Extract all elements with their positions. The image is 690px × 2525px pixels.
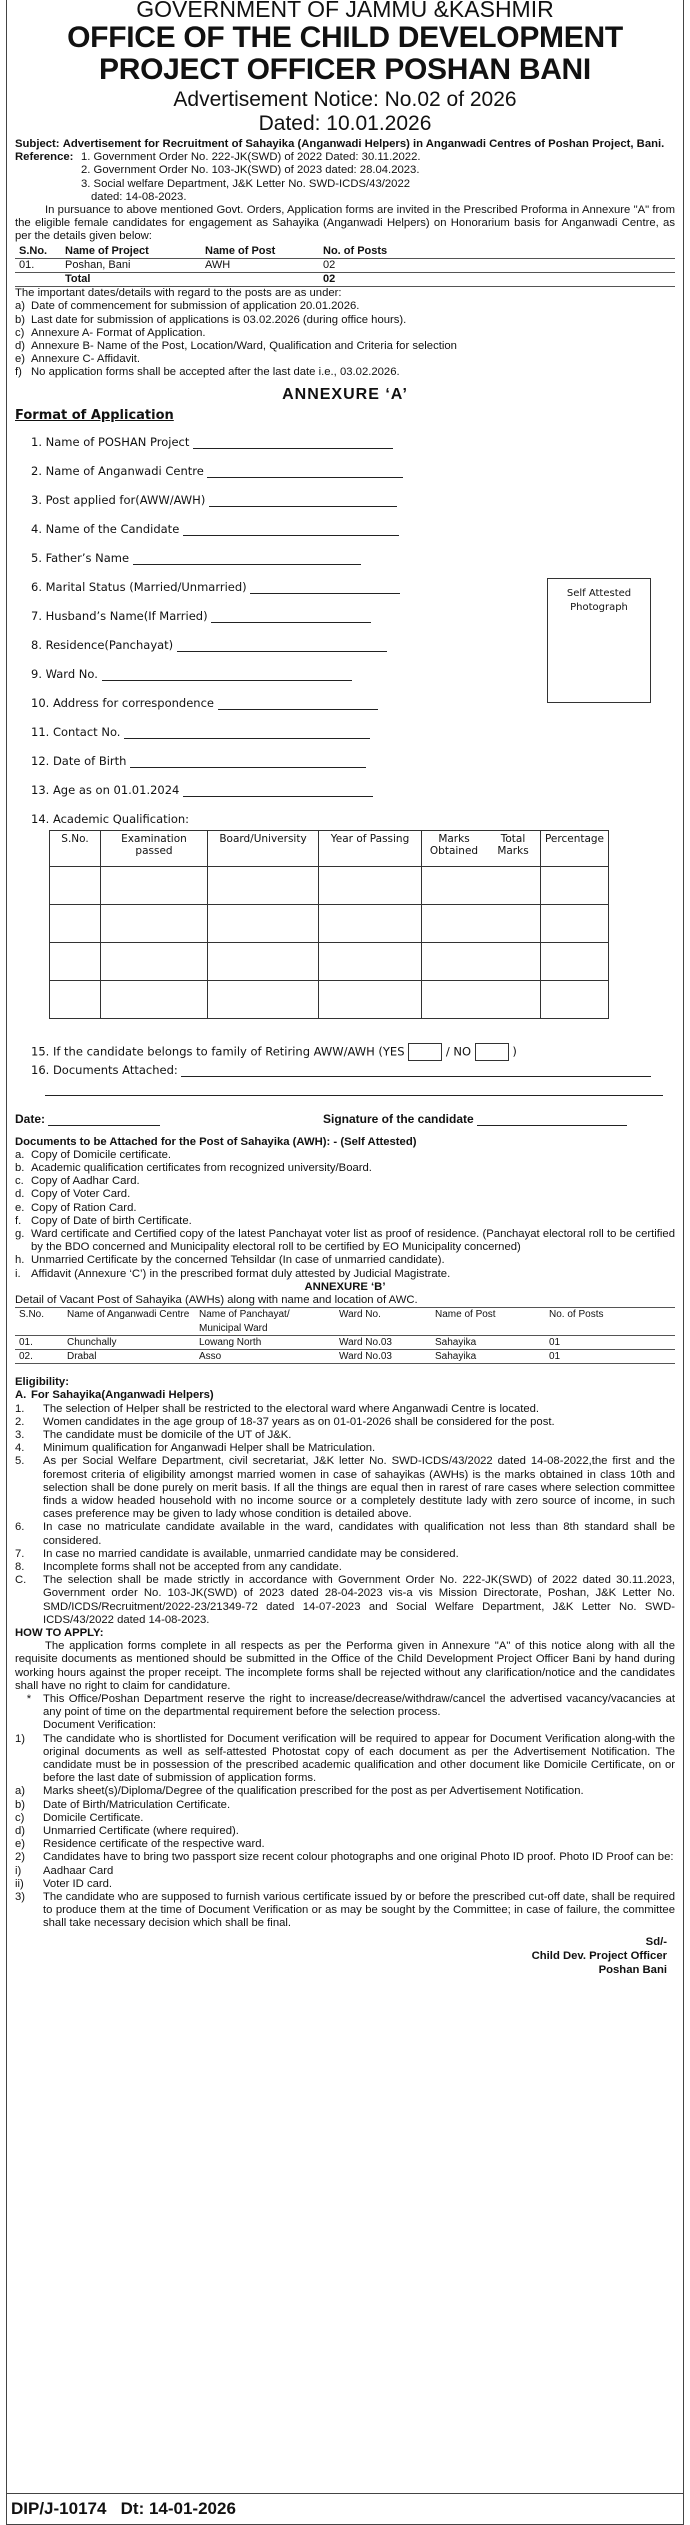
field-label: 12. Date of Birth: [31, 753, 127, 768]
form-field-post-applied[interactable]: [15, 493, 675, 522]
annexure-a-title: ANNEXURE ‘A’: [282, 385, 408, 403]
field-line[interactable]: [133, 552, 361, 565]
sign-title: Child Dev. Project Officer: [531, 1949, 667, 1962]
field-label: 16. Documents Attached:: [31, 1062, 178, 1077]
field-line[interactable]: [177, 639, 387, 652]
table-cell: Ward No.03: [339, 1350, 392, 1362]
list-text: Unmarried Certificate by the concerned Tehsildar (In case of unmarried candidate).: [31, 1254, 445, 1267]
table-cell: 01: [549, 1350, 561, 1362]
field-label: 13. Age as on 01.01.2024: [31, 782, 180, 797]
field-label: / NO: [445, 1044, 472, 1059]
col-header: No. of Posts: [323, 244, 388, 257]
col-header: Year of Passing: [319, 830, 422, 866]
list-item: [15, 1429, 675, 1442]
field-line[interactable]: [181, 1064, 651, 1077]
field-line[interactable]: [45, 1081, 663, 1096]
list-marker: 8.: [15, 1560, 25, 1573]
col-header: Name of Project: [65, 244, 149, 257]
list-marker: 1.: [15, 1402, 25, 1415]
col-header: S.No.: [50, 830, 101, 866]
total-value: 02: [323, 273, 336, 286]
list-text: Incomplete forms shall not be accepted from any candidate.: [43, 1560, 342, 1573]
vacant-posts-table: [15, 1307, 675, 1364]
list-text: Copy of Ration Card.: [31, 1201, 137, 1214]
sign-place: Poshan Bani: [598, 1963, 667, 1976]
signature-label: Signature of the candidate: [323, 1111, 474, 1126]
table-total-row: [15, 273, 675, 287]
references: [15, 151, 675, 204]
col-header: Name of Post: [205, 244, 276, 257]
table-row: [15, 1349, 675, 1363]
table-row[interactable]: [50, 904, 609, 942]
list-item: [15, 1455, 675, 1521]
list-marker: 1): [15, 1732, 26, 1745]
list-item: [15, 1851, 675, 1864]
docs-list: [15, 1149, 675, 1281]
annexure-b-subtitle: Detail of Vacant Post of Sahayika (AWHs) along with name and location of AWC.: [15, 1294, 418, 1307]
col-header: Ward No.: [339, 1309, 381, 1321]
reference-item: 1. Government Order No. 222-JK(SWD) of 2022 Dated: 30.11.2022.: [81, 151, 421, 164]
signature-block: [15, 1935, 675, 1977]
list-item: [15, 1268, 675, 1281]
form-field-academic: [15, 812, 675, 830]
list-marker: C.: [15, 1574, 27, 1587]
list-text: Academic qualification certificates from recognized university/Board.: [31, 1162, 372, 1175]
govt-title: GOVERNMENT OF JAMMU &KASHMIR: [136, 0, 554, 22]
list-marker: d.: [15, 1188, 25, 1201]
list-item: [15, 340, 675, 353]
office-title-line1: OFFICE OF THE CHILD DEVELOPMENT: [67, 21, 623, 54]
list-item: [15, 1561, 675, 1574]
list-text: Annexure B- Name of the Post, Location/Ward, Qualification and Criteria for selection: [31, 340, 457, 353]
list-item: [15, 1521, 675, 1547]
list-text: Date of Birth/Matriculation Certificate.: [43, 1798, 231, 1811]
list-marker: 4.: [15, 1442, 25, 1455]
dates-intro: The important dates/details with regard to the posts are as under:: [15, 287, 342, 300]
list-item: [15, 1442, 675, 1455]
footer-date: Dt: 14-01-2026: [120, 2499, 236, 2518]
list-marker: ii): [15, 1877, 24, 1890]
table-cell: Lowang North: [199, 1336, 262, 1348]
docver-list: [15, 1785, 675, 1851]
field-label: 11. Contact No.: [31, 724, 121, 739]
field-label: 4. Name of the Candidate: [31, 521, 180, 536]
field-line[interactable]: [211, 610, 371, 623]
dates-list: [15, 300, 675, 379]
field-line[interactable]: [183, 523, 399, 536]
col-header: Board/University: [208, 830, 319, 866]
advertisement-notice: [6, 0, 684, 2525]
table-header-row: [15, 245, 675, 259]
list-marker: a): [15, 1785, 26, 1798]
list-text: Copy of Date of birth Certificate.: [31, 1214, 192, 1227]
list-item: [15, 1175, 675, 1188]
docs-title: Documents to be Attached for the Post of Sahayika (AWH): - (Self Attested): [15, 1135, 417, 1148]
col-header: Marks Obtained: [422, 830, 487, 866]
list-item: [15, 1812, 675, 1825]
list-marker: b): [15, 313, 26, 326]
list-marker: A.: [15, 1389, 27, 1402]
list-text: No application forms shall be accepted after the last date i.e., 03.02.2026.: [31, 366, 400, 379]
posts-table: [15, 245, 675, 288]
list-marker: d): [15, 340, 26, 353]
list-marker: c.: [15, 1175, 24, 1188]
list-text: As per Social Welfare Department, civil secretariat, J&K letter No. SWD-ICDS/43/2022 dated 14-08-2022,the first and the foremost criteria of eligibility amongst married women in case of sahayikas (AWHs) is the marks obtained in class 10th and selection shall be done purely on merit basis. If all the things are equal then in rarest of rare cases where selection committee finds a widow headed household with no income source or a completely destitute lady with zero source of income, in such cases preference may be given to lady whose condition is detailed above.: [43, 1455, 675, 1521]
form-field-age[interactable]: [15, 783, 675, 812]
table-cell: 01.: [19, 1336, 33, 1348]
table-row[interactable]: [50, 866, 609, 904]
table-row[interactable]: [50, 980, 609, 1018]
list-item: [15, 1574, 675, 1627]
list-text: Copy of Domicile certificate.: [31, 1148, 172, 1161]
form-field-anganwadi-centre[interactable]: [15, 464, 675, 493]
list-item: [15, 1799, 675, 1812]
photo-box[interactable]: [547, 578, 651, 703]
list-text: The candidate who are supposed to furnish various certificate issued by or before the prescribed cut-off date, shall be required to produce them at the time of Document Verification or as may be sought by the Committee; in case of failure, the committee shall take necessary decision which shall be final.: [43, 1891, 675, 1930]
col-header: Name of Panchayat/ Municipal Ward: [199, 1309, 290, 1334]
field-line[interactable]: [102, 668, 352, 681]
table-cell: 02: [323, 258, 336, 271]
table-cell: Chunchally: [67, 1336, 117, 1348]
list-item: [15, 1215, 675, 1228]
form-field-project[interactable]: [15, 435, 675, 464]
col-header: Name of Anganwadi Centre: [67, 1309, 190, 1321]
col-header: S.No.: [19, 1309, 45, 1321]
subject-text: Advertisement for Recruitment of Sahayika (Anganwadi Helpers) in Anganwadi Centres of Poshan Project, Bani.: [62, 138, 665, 150]
col-header: Percentage: [541, 830, 609, 866]
how-to-apply-title: HOW TO APPLY:: [15, 1626, 104, 1639]
table-cell: 01.: [19, 258, 35, 271]
table-cell: [15, 273, 61, 287]
reference-label: Reference:: [15, 151, 74, 164]
form-field-documents[interactable]: [15, 1063, 675, 1081]
form-field-retiring: [15, 1043, 675, 1063]
list-marker: i.: [15, 1267, 21, 1280]
list-text: Marks sheet(s)/Diploma/Degree of the qualification prescribed for the post as per Advertisement Notification.: [43, 1785, 584, 1798]
col-header: No. of Posts: [549, 1309, 604, 1321]
list-marker: c): [15, 326, 25, 339]
list-item: [15, 1254, 675, 1267]
eligibility-title: Eligibility:: [15, 1376, 69, 1389]
list-item: [15, 1416, 675, 1429]
field-label: 9. Ward No.: [31, 666, 98, 681]
list-text: Ward certificate and Certified copy of the latest Panchayat voter list as proof of residence. (Panchayat electoral roll to be certified by the BDO concerned and Municipality electoral roll to be certified by EO Municipality concerned): [31, 1228, 675, 1254]
list-text: The candidate must be domicile of the UT of J&K.: [43, 1428, 292, 1441]
list-marker: e): [15, 1838, 26, 1851]
field-label: ): [512, 1044, 517, 1059]
list-item: [15, 1693, 675, 1719]
list-text: Residence certificate of the respective ward.: [43, 1838, 265, 1851]
table-row: [15, 1335, 675, 1349]
no-checkbox[interactable]: [475, 1043, 509, 1061]
list-text: The selection of Helper shall be restricted to the electoral ward where Anganwadi Centre is located.: [43, 1402, 540, 1415]
list-marker: d): [15, 1825, 26, 1838]
field-label: 3. Post applied for(AWW/AWH): [31, 492, 206, 507]
list-item: [15, 1149, 675, 1162]
field-line[interactable]: [193, 436, 393, 449]
sign-sd: Sd/-: [645, 1935, 667, 1948]
field-label: 7. Husband’s Name(If Married): [31, 608, 208, 623]
field-label: 8. Residence(Panchayat): [31, 637, 174, 652]
field-line[interactable]: [183, 784, 373, 797]
list-marker: 6.: [15, 1521, 25, 1534]
field-label: 10. Address for correspondence: [31, 695, 214, 710]
footer-dip-number: DIP/J-10174: [11, 2499, 107, 2518]
table-cell: Asso: [199, 1350, 222, 1362]
notice-date: Dated: 10.01.2026: [258, 112, 432, 135]
list-text: In case no married candidate is available, unmarried candidate may be considered.: [43, 1547, 459, 1560]
format-title: Format of Application: [15, 407, 174, 423]
list-item: [15, 1162, 675, 1175]
table-row: [15, 258, 675, 272]
list-text: Copy of Voter Card.: [31, 1188, 131, 1201]
list-marker: *: [26, 1692, 32, 1705]
list-marker: a): [15, 300, 26, 313]
table-cell: Sahayika: [435, 1336, 477, 1348]
table-header-row: [15, 1308, 675, 1335]
list-item: [15, 300, 675, 313]
list-marker: 2): [15, 1851, 26, 1864]
list-item: [15, 327, 675, 340]
how-to-apply-text: The application forms complete in all respects as per the Performa given in Annexure "A" of this notice along with all the requisite documents as mentioned should be submitted in the Office of the Child Development Project Officer Bani by hand during working hours against the proper receipt. The incomplete forms shall be rejected without any clarification/notice and the candidates shall have no right to claim for candidature.: [15, 1640, 675, 1692]
list-marker: h.: [15, 1254, 25, 1267]
table-cell: [201, 273, 319, 287]
field-line[interactable]: [250, 581, 400, 594]
subject-label: Subject:: [15, 138, 60, 150]
field-label: 14. Academic Qualification:: [31, 811, 190, 826]
list-marker: e.: [15, 1201, 25, 1214]
form-field-contact[interactable]: [15, 725, 675, 754]
table-row[interactable]: [50, 942, 609, 980]
list-marker: c): [15, 1811, 25, 1824]
table-cell: 02.: [19, 1350, 33, 1362]
field-label: 15. If the candidate belongs to family of Retiring AWW/AWH (YES: [31, 1044, 405, 1059]
field-line[interactable]: [207, 465, 403, 478]
office-title-line2: PROJECT OFFICER POSHAN BANI: [99, 53, 591, 86]
list-text: Domicile Certificate.: [43, 1811, 144, 1824]
field-line[interactable]: [218, 697, 378, 710]
list-item: [15, 1228, 675, 1254]
table-cell: Poshan, Bani: [65, 258, 131, 271]
eligibility-list: [15, 1403, 675, 1627]
list-item: [15, 1548, 675, 1561]
list-marker: f.: [15, 1214, 22, 1227]
list-text: In case no matriculate candidate available in the ward, candidates with qualification not less than 8th standard shall be considered.: [43, 1521, 675, 1547]
academic-qualification-table: [49, 830, 609, 1019]
list-text: Last date for submission of applications is 03.02.2026 (during office hours).: [31, 313, 407, 326]
list-marker: i): [15, 1864, 22, 1877]
form-field-father-name[interactable]: [15, 551, 675, 580]
list-text: The candidate who is shortlisted for Document verification will be required to appear for Document Verification along-with the original documents as well as self-attested Photostat copy of each document as per the Advertisement Notification. The candidate must be in possession of the prescribed academic qualification and other document like Domicile Certificate, on or before the last date of submission of application forms.: [43, 1732, 675, 1785]
list-text: Aadhaar Card: [43, 1864, 114, 1877]
list-item: [15, 1733, 675, 1786]
table-cell: Drabal: [67, 1350, 97, 1362]
list-item: [15, 314, 675, 327]
intro-paragraph: In pursuance to above mentioned Govt. Orders, Application forms are invited in the Prescribed Proforma in Annexure "A" from the eligible female candidates for engagement as Sahayika (Anganwadi Helpers) on Honorarium basis for Anganwadi Centre, as per the details given below:: [15, 204, 675, 243]
field-label: 2. Name of Anganwadi Centre: [31, 463, 204, 478]
yes-checkbox[interactable]: [408, 1043, 442, 1061]
list-item: [15, 1825, 675, 1838]
list-marker: e): [15, 353, 26, 366]
field-line[interactable]: [124, 726, 370, 739]
field-line[interactable]: [130, 755, 366, 768]
field-line[interactable]: [209, 494, 397, 507]
list-item: [15, 1202, 675, 1215]
table-cell: Ward No.03: [339, 1336, 392, 1348]
field-label: 6. Marital Status (Married/Unmarried): [31, 579, 247, 594]
list-item: [15, 1878, 675, 1891]
list-item: [15, 366, 675, 379]
reference-item: 2. Government Order No. 103-JK(SWD) of 2023 dated: 28.04.2023.: [81, 164, 420, 177]
list-text: Women candidates in the age group of 18-37 years as on 01-01-2026 shall be considered for the post.: [43, 1415, 555, 1428]
table-cell: Sahayika: [435, 1350, 477, 1362]
list-marker: b): [15, 1798, 26, 1811]
subject: [15, 138, 675, 151]
notice-number: Advertisement Notice: No.02 of 2026: [173, 88, 517, 111]
list-marker: 3.: [15, 1428, 25, 1441]
list-marker: b.: [15, 1162, 25, 1175]
date-line[interactable]: [48, 1113, 160, 1126]
list-text: Candidates have to bring two passport size recent colour photographs and one original Photo ID proof. Photo ID Proof can be:: [43, 1851, 674, 1864]
list-marker: 3): [15, 1891, 26, 1904]
list-item: [15, 353, 675, 366]
list-text: Unmarried Certificate (where required).: [43, 1825, 239, 1838]
list-marker: 5.: [15, 1455, 25, 1468]
list-item: [15, 1891, 675, 1931]
eligibility-subtitle: [15, 1389, 675, 1402]
list-text: For Sahayika(Anganwadi Helpers): [31, 1389, 214, 1402]
signature-line[interactable]: [477, 1113, 627, 1126]
document-header: [15, 0, 675, 136]
table-header-row: [50, 830, 609, 866]
list-item: [15, 1188, 675, 1201]
application-form: [15, 408, 675, 1132]
form-field-dob[interactable]: [15, 754, 675, 783]
col-header: Examination passed: [101, 830, 208, 866]
list-marker: f): [15, 366, 22, 379]
list-text: This Office/Poshan Department reserve the right to increase/decrease/withdraw/cancel the advertised vacancy/vacancies at any point of time on the departmental requirement before the selection process.: [43, 1692, 675, 1719]
list-text: Date of commencement for submission of application 20.01.2026.: [31, 300, 360, 313]
table-cell: AWH: [205, 258, 231, 271]
list-text: Annexure C- Affidavit.: [31, 353, 141, 366]
footer: [7, 2493, 683, 2524]
list-text: The selection shall be made strictly in accordance with Government Order No. 222-JK(SWD) of 2022 dated 30.11.2023, Government order No. 103-JK(SWD) of 2023 dated 28-04-2023 vis-a vis Mission Directorate, Poshan, J&K Letter No. SMD/ICDS/Recruitment/2022-23/21349-72 dated 14-07-2023 and Social Welfare Department, J&K Letter No. SWD-ICDS/43/2022 dated 14-08-2023.: [43, 1574, 675, 1626]
photo-label: Self Attested Photograph: [566, 588, 632, 613]
field-label: 1. Name of POSHAN Project: [31, 434, 190, 449]
col-header: S.No.: [19, 244, 48, 257]
date-label: Date:: [15, 1111, 46, 1126]
list-text: Voter ID card.: [43, 1877, 113, 1890]
col-header: Total Marks: [486, 830, 541, 866]
form-field-candidate-name[interactable]: [15, 522, 675, 551]
reference-item: 3. Social welfare Department, J&K Letter No. SWD-ICDS/43/2022: [81, 177, 411, 190]
total-label: Total: [65, 273, 91, 286]
reference-item: dated: 14-08-2023.: [91, 190, 187, 203]
list-text: Minimum qualification for Anganwadi Helper shall be Matriculation.: [43, 1442, 376, 1455]
list-item: [15, 1403, 675, 1416]
list-marker: a.: [15, 1148, 25, 1161]
list-marker: g.: [15, 1228, 25, 1241]
list-text: Annexure A- Format of Application.: [31, 326, 206, 339]
col-header: Name of Post: [435, 1309, 496, 1321]
list-text: Copy of Aadhar Card.: [31, 1175, 140, 1188]
list-item: [15, 1785, 675, 1798]
field-label: 5. Father’s Name: [31, 550, 130, 565]
table-cell: 01: [549, 1336, 561, 1348]
list-text: Affidavit (Annexure ‘C’) in the prescribed format duly attested by Judicial Magistrate.: [31, 1267, 451, 1280]
annexure-b-title: ANNEXURE ‘B’: [304, 1280, 386, 1293]
list-marker: 2.: [15, 1415, 25, 1428]
document-verification-title: Document Verification:: [43, 1719, 157, 1732]
list-marker: 7.: [15, 1547, 25, 1560]
signature-row: [15, 1112, 675, 1132]
list-item: [15, 1865, 675, 1878]
list-item: [15, 1838, 675, 1851]
